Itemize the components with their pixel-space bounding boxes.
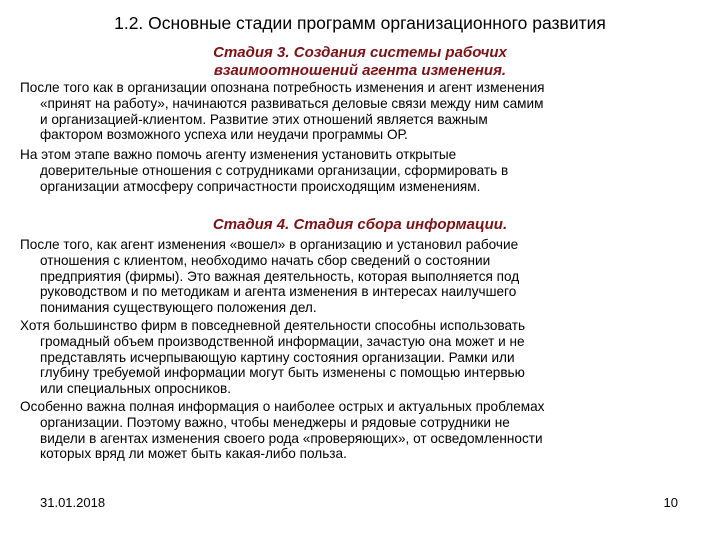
stage-4-paragraph-1 bbox=[20, 237, 700, 316]
paragraph-line: громадный объем производственной информации, зачастую она может и не bbox=[40, 333, 525, 349]
footer-date: 31.01.2018 bbox=[40, 495, 106, 510]
stage-4-paragraph-3 bbox=[20, 399, 700, 462]
footer-page-number: 10 bbox=[663, 495, 678, 510]
paragraph-line: и организацией-клиентом. Развитие этих отношений является важным bbox=[40, 111, 488, 127]
stage-4-heading bbox=[0, 216, 720, 234]
paragraph-line: представлять исчерпывающую картину состояния организации. Рамки или bbox=[40, 349, 515, 365]
paragraph-line: видели в агентах изменения своего рода «проверяющих», от осведомленности bbox=[40, 430, 543, 446]
stage-3-heading bbox=[0, 44, 720, 80]
paragraph-line: предприятия (фирмы). Это важная деятельность, которая выполняется под bbox=[40, 268, 520, 284]
paragraph-line: понимания существующего положения дел. bbox=[40, 300, 317, 316]
paragraph-line: или специальных опросников. bbox=[40, 381, 232, 397]
paragraph-line: организации. Поэтому важно, чтобы менеджеры и рядовые сотрудники не bbox=[40, 414, 510, 430]
stage-4-heading-line: Стадия 4. Стадия сбора информации. bbox=[212, 216, 508, 233]
stage-3-paragraph-1 bbox=[20, 80, 700, 143]
paragraph-line: руководством и по методикам и агента изменения в интересах наилучшего bbox=[40, 284, 517, 300]
paragraph-line: фактором возможного успеха или неудачи программы ОР. bbox=[40, 127, 408, 143]
paragraph-line: Хотя большинство фирм в повседневной деятельности способны использовать bbox=[20, 318, 526, 333]
stage-4-paragraph-2 bbox=[20, 318, 700, 397]
stage-3-paragraph-2 bbox=[20, 147, 700, 194]
stage-3-heading-line: взаимоотношений агента изменения. bbox=[213, 62, 507, 79]
page-title: 1.2. Основные стадии программ организационного развития bbox=[114, 13, 606, 33]
paragraph-line: После того, как агент изменения «вошел» в организацию и установил рабочие bbox=[20, 237, 519, 252]
paragraph-line: организации атмосферу сопричастности происходящим изменениям. bbox=[40, 178, 481, 194]
paragraph-line: После того как в организации опознана потребность изменения и агент изменения bbox=[20, 80, 545, 95]
paragraph-line: Особенно важна полная информация о наиболее острых и актуальных проблемах bbox=[20, 399, 545, 414]
stage-3-heading-line: Стадия 3. Создания системы рабочих bbox=[213, 44, 507, 61]
paragraph-line: которых вряд ли может быть какая-либо польза. bbox=[40, 446, 347, 462]
paragraph-line: глубину требуемой информации могут быть изменены с помощью интервью bbox=[40, 365, 525, 381]
paragraph-line: «принят на работу», начинаются развиваться деловые связи между ним самим bbox=[40, 95, 544, 111]
paragraph-line: доверительные отношения с сотрудниками организации, сформировать в bbox=[40, 162, 509, 178]
paragraph-line: На этом этапе важно помочь агенту изменения установить открытые bbox=[20, 147, 457, 162]
paragraph-line: отношения с клиентом, необходимо начать сбор сведений о состоянии bbox=[40, 252, 491, 268]
